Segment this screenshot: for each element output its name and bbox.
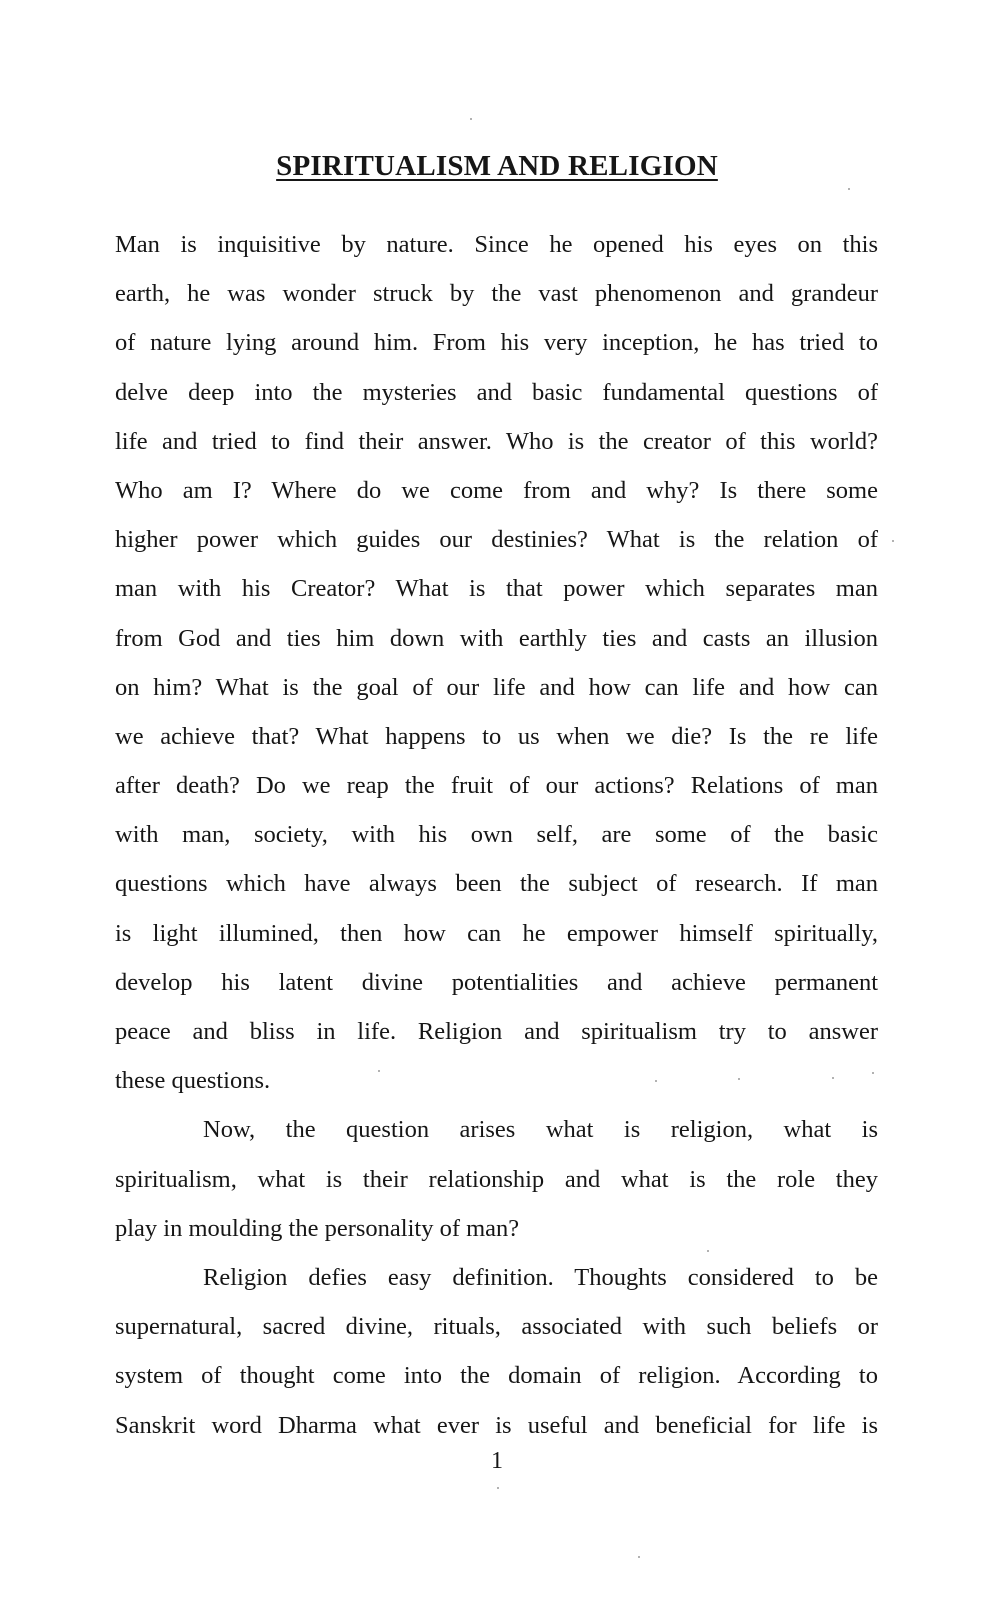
page-number: 1 — [491, 1448, 503, 1474]
text-line: on him? What is the goal of our life and how can life and how can — [115, 673, 878, 701]
text-line: life and tried to find their answer. Who is the creator of this world? — [115, 427, 878, 455]
page-title: SPIRITUALISM AND RELIGION — [276, 150, 718, 182]
text-line: questions which have always been the subject of research. If man — [115, 870, 878, 898]
text-line: Who am I? Where do we come from and why? Is there some — [115, 476, 878, 504]
paragraph — [115, 1253, 878, 1450]
text-line: delve deep into the mysteries and basic fundamental questions of — [115, 378, 878, 406]
scan-speck — [638, 1556, 640, 1558]
text-line: supernatural, sacred divine, rituals, associated with such beliefs or — [115, 1313, 878, 1341]
text-line: system of thought come into the domain of religion. According to — [115, 1362, 878, 1390]
text-line: of nature lying around him. From his very inception, he has tried to — [115, 329, 878, 357]
text-line: play in moulding the personality of man? — [115, 1214, 520, 1242]
text-line: man with his Creator? What is that power which separates man — [115, 575, 878, 603]
scan-speck — [892, 540, 894, 542]
scan-speck — [378, 1070, 380, 1072]
paragraph — [115, 220, 878, 1105]
scan-speck — [848, 188, 850, 190]
text-line: develop his latent divine potentialities and achieve permanent — [115, 968, 878, 996]
text-line: we achieve that? What happens to us when we die? Is the re life — [115, 722, 878, 750]
text-line: is light illumined, then how can he empower himself spiritually, — [115, 919, 878, 947]
scan-speck — [655, 1080, 657, 1082]
text-line: higher power which guides our destinies? What is the relation of — [115, 526, 878, 554]
text-line: Man is inquisitive by nature. Since he opened his eyes on this — [115, 231, 878, 258]
text-line: with man, society, with his own self, are some of the basic — [115, 821, 878, 849]
text-line: Sanskrit word Dharma what ever is useful and beneficial for life is — [115, 1411, 878, 1439]
text-line: these questions. — [115, 1067, 271, 1095]
scan-speck — [872, 1072, 874, 1074]
text-line: after death? Do we reap the fruit of our actions? Relations of man — [115, 772, 878, 800]
text-line: peace and bliss in life. Religion and spiritualism try to answer — [115, 1018, 878, 1045]
text-line: spiritualism, what is their relationship and what is the role they — [115, 1165, 878, 1193]
text-line: earth, he was wonder struck by the vast phenomenon and grandeur — [115, 280, 878, 308]
text-line: from God and ties him down with earthly ties and casts an illusion — [115, 624, 878, 652]
body-text — [115, 220, 878, 1450]
scan-speck — [470, 118, 472, 120]
text-line: Religion defies easy definition. Thoughts considered to be — [203, 1263, 878, 1291]
text-line: Now, the question arises what is religion, what is — [203, 1116, 878, 1144]
scan-speck — [738, 1078, 740, 1080]
scan-speck — [707, 1250, 709, 1252]
scan-speck — [497, 1487, 499, 1489]
paragraph — [115, 1105, 878, 1253]
scan-speck — [832, 1077, 834, 1079]
